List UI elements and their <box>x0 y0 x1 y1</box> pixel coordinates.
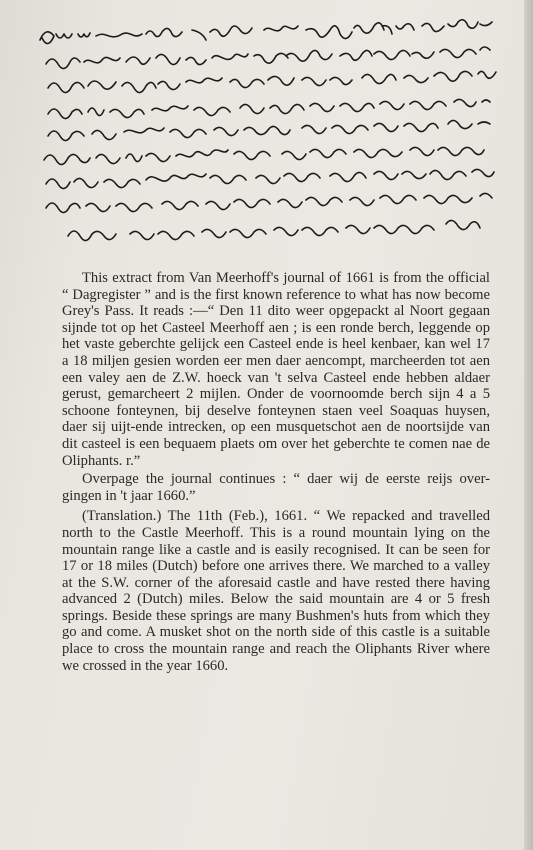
handwriting-image <box>34 18 504 250</box>
paragraph-overpage: Overpage the journal continues : “ daer wij de eerste reijs over-gingen in 't jaar 1660.” <box>62 471 490 504</box>
typeset-text-block <box>62 270 490 674</box>
paragraph-dutch-extract: This extract from Van Meerhoff's journal of 1661 is from the official “ Dagregister ” and is the first known reference to what has now become Grey's Pass. It reads :—“ Den 11 dito weer opgepackt al Noort gegaan sijnde tot op het Casteel Meerhoff aen ; is een ronde berch, leggende op het vaste geberchte gelijck een Casteel ende is heel kenbaer, kan wel 17 a 18 miljen gesien worden eer men daer aencompt, marcheerden tot aen een valey aen de Z.W. hoeck van 't selva Casteel ende hebben aldaer gerust, gemarcheert 2 mijlen. Onder de voornoomde berch sijn 4 a 5 schoone fonteynen, bij deselve fonteynen staen veel Soaquas huysen, daer sij uijt-ende intrecken, op een musquetschot aen de noortsijde van dit casteel is een bequaem plaets om over het geberchte te comen nae de Oliphants. r.” <box>62 270 490 469</box>
page-edge <box>524 0 533 850</box>
paragraph-translation: (Translation.) The 11th (Feb.), 1661. “ We repacked and travelled north to the Castle Meerhoff. This is a round mountain lying on the mountain range like a castle and is easily recognised. It can be seen for 17 or 18 miles (Dutch) before one arrives there. We marched to a valley at the S.W. corner of the aforesaid castle and have rested there having advanced 2 (Dutch) miles. Below the said mountain are 4 or 5 fresh springs. Beside these springs are many Bushmen's huts from which they go and come. A musket shot on the north side of this castle is a suitable place to cross the mountain range and reach the Oliphants River where we crossed in the year 1660. <box>62 508 490 674</box>
handwritten-journal-excerpt <box>34 18 504 250</box>
